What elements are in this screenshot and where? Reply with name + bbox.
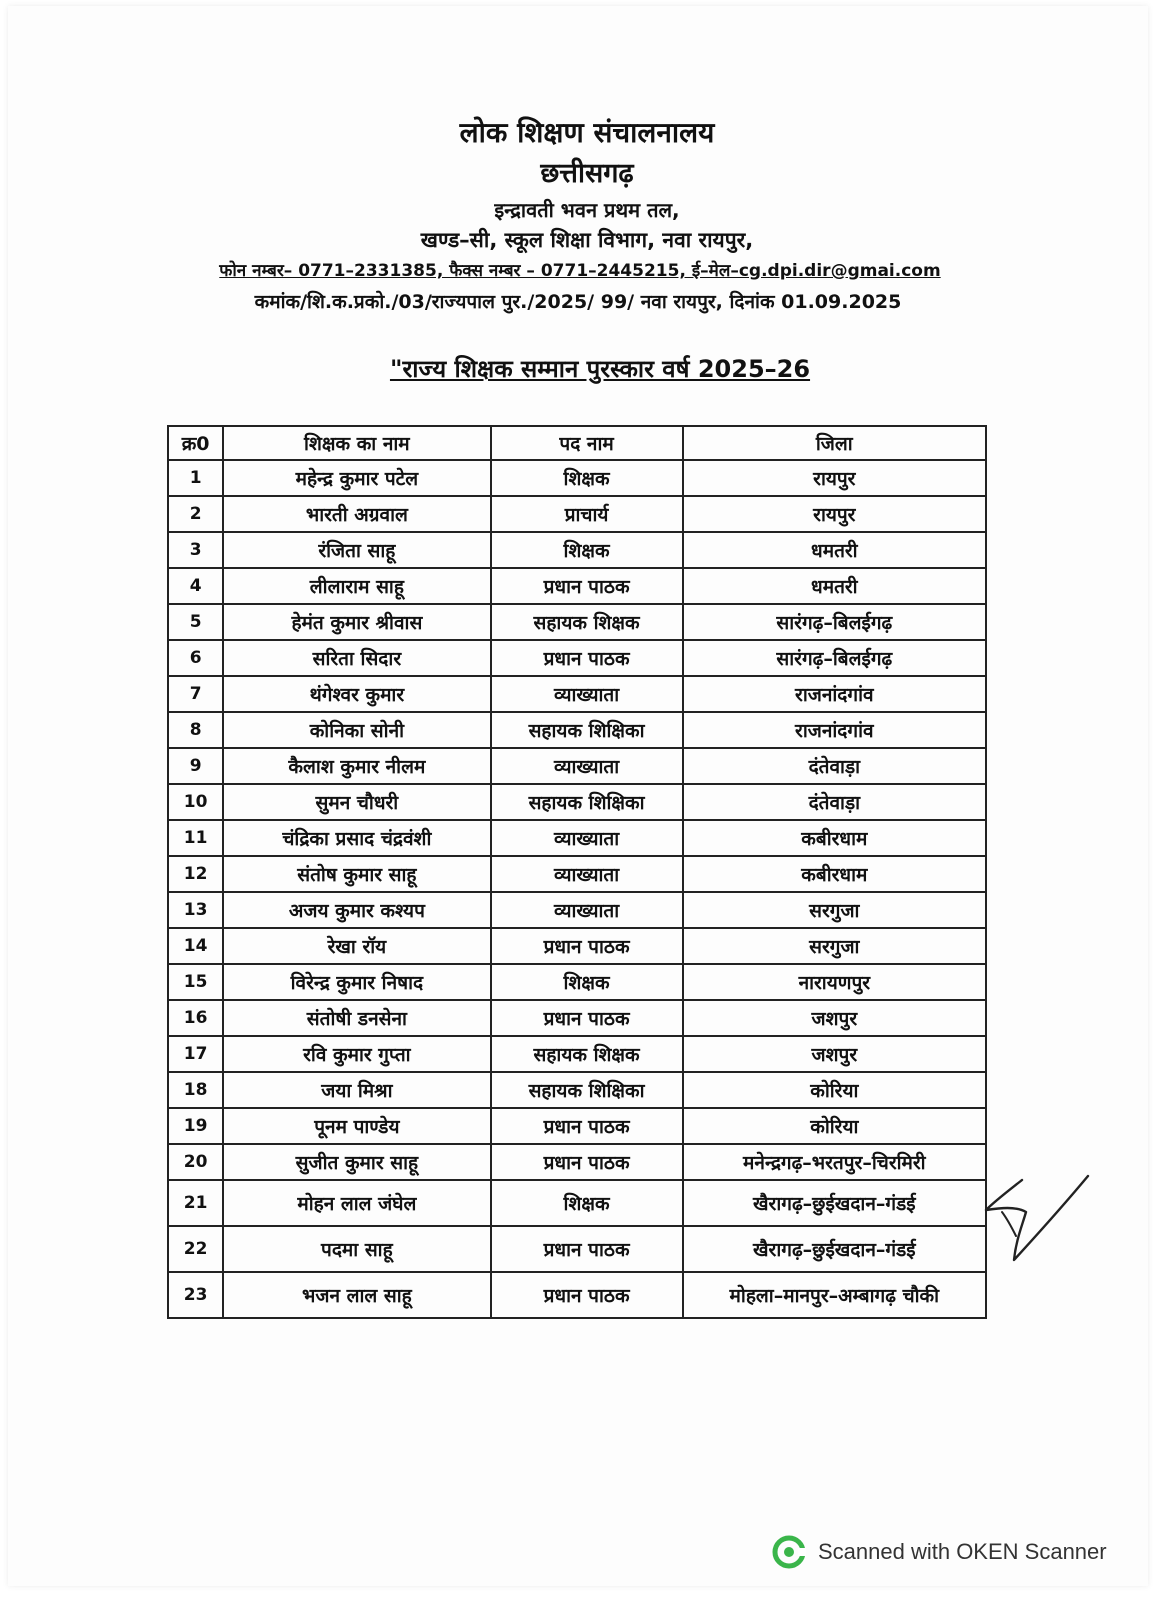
table-row [168,1000,986,1036]
cell-post: प्रधान पाठक [491,928,683,964]
table-body [168,460,986,1318]
scanner-watermark [772,1533,1107,1571]
cell-post: शिक्षक [491,460,683,496]
table-row [168,1072,986,1108]
cell-post: सहायक शिक्षिका [491,1072,683,1108]
cell-serial: 7 [168,676,223,712]
cell-serial: 22 [168,1226,223,1272]
cell-teacher-name: भारती अग्रवाल [223,496,490,532]
table-row [168,496,986,532]
cell-district: रायपुर [683,496,986,532]
cell-teacher-name: रेखा रॉय [223,928,490,964]
table-row [168,640,986,676]
table-row [168,748,986,784]
cell-teacher-name: भजन लाल साहू [223,1272,490,1318]
table-header-row [168,426,986,460]
cell-serial: 2 [168,496,223,532]
cell-teacher-name: महेन्द्र कुमार पटेल [223,460,490,496]
cell-serial: 10 [168,784,223,820]
cell-district: राजनांदगांव [683,712,986,748]
cell-serial: 23 [168,1272,223,1318]
table-row [168,568,986,604]
cell-district: राजनांदगांव [683,676,986,712]
cell-district: सरगुजा [683,928,986,964]
cell-district: खैरागढ़–छुईखदान–गंडई [683,1226,986,1272]
table-row [168,820,986,856]
cell-serial: 4 [168,568,223,604]
cell-district: मोहला–मानपुर–अम्बागढ़ चौकी [683,1272,986,1318]
cell-serial: 6 [168,640,223,676]
table-row [168,1226,986,1272]
cell-post: प्राचार्य [491,496,683,532]
cell-teacher-name: पदमा साहू [223,1226,490,1272]
cell-teacher-name: संतोषी डनसेना [223,1000,490,1036]
table-row [168,964,986,1000]
cell-serial: 12 [168,856,223,892]
cell-serial: 20 [168,1144,223,1180]
cell-teacher-name: सुजीत कुमार साहू [223,1144,490,1180]
cell-teacher-name: रंजिता साहू [223,532,490,568]
award-title: "राज्य शिक्षक सम्मान पुरस्कार वर्ष 2025–26 [389,355,811,383]
table-row [168,1036,986,1072]
table-row [168,784,986,820]
cell-serial: 19 [168,1108,223,1144]
cell-district: रायपुर [683,460,986,496]
cell-post: प्रधान पाठक [491,1272,683,1318]
cell-post: सहायक शिक्षक [491,604,683,640]
cell-serial: 13 [168,892,223,928]
cell-post: प्रधान पाठक [491,1226,683,1272]
cell-district: धमतरी [683,532,986,568]
table-row [168,460,986,496]
office-title: लोक शिक्षण संचालनालय [459,116,715,149]
cell-teacher-name: मोहन लाल जंघेल [223,1180,490,1226]
cell-serial: 14 [168,928,223,964]
cell-post: शिक्षक [491,1180,683,1226]
cell-district: खैरागढ़–छुईखदान–गंडई [683,1180,986,1226]
cell-serial: 5 [168,604,223,640]
table-row [168,1144,986,1180]
cell-post: प्रधान पाठक [491,1108,683,1144]
table-row [168,604,986,640]
table-row [168,1108,986,1144]
cell-district: कोरिया [683,1072,986,1108]
cell-district: जशपुर [683,1000,986,1036]
table-row [168,1180,986,1226]
cell-teacher-name: जया मिश्रा [223,1072,490,1108]
cell-serial: 18 [168,1072,223,1108]
cell-teacher-name: सरिता सिदार [223,640,490,676]
column-header-serial: क्र0 [168,426,223,460]
cell-teacher-name: लीलाराम साहू [223,568,490,604]
cell-district: मनेन्द्रगढ़–भरतपुर–चिरमिरी [683,1144,986,1180]
table-row [168,928,986,964]
cell-district: कबीरधाम [683,820,986,856]
cell-teacher-name: संतोष कुमार साहू [223,856,490,892]
cell-post: शिक्षक [491,964,683,1000]
cell-post: व्याख्याता [491,892,683,928]
table-row [168,856,986,892]
column-header-post: पद नाम [491,426,683,460]
cell-teacher-name: चंद्रिका प्रसाद चंद्रवंशी [223,820,490,856]
cell-serial: 16 [168,1000,223,1036]
address-line-1: इन्द्रावती भवन प्रथम तल, [494,198,680,222]
cell-teacher-name: रवि कुमार गुप्ता [223,1036,490,1072]
cell-post: व्याख्याता [491,748,683,784]
cell-post: प्रधान पाठक [491,640,683,676]
table-row [168,892,986,928]
cell-serial: 3 [168,532,223,568]
cell-district: जशपुर [683,1036,986,1072]
cell-district: दंतेवाड़ा [683,784,986,820]
handwritten-signature-icon [982,1168,1092,1268]
cell-serial: 17 [168,1036,223,1072]
cell-post: प्रधान पाठक [491,1144,683,1180]
cell-district: सारंगढ़–बिलईगढ़ [683,640,986,676]
cell-teacher-name: हेमंत कुमार श्रीवास [223,604,490,640]
cell-teacher-name: अजय कुमार कश्यप [223,892,490,928]
contact-line: फोन नम्बर– 0771–2331385, फैक्स नम्बर – 0771–2445215, ई–मेल–cg.dpi.dir@gmai.com [219,261,941,281]
awardee-table [167,425,987,1319]
cell-serial: 11 [168,820,223,856]
table-row [168,676,986,712]
cell-post: शिक्षक [491,532,683,568]
cell-teacher-name: कोनिका सोनी [223,712,490,748]
address-line-2: खण्ड–सी, स्कूल शिक्षा विभाग, नवा रायपुर, [420,228,754,252]
cell-district: कोरिया [683,1108,986,1144]
cell-post: व्याख्याता [491,676,683,712]
column-header-district: जिला [683,426,986,460]
cell-district: धमतरी [683,568,986,604]
cell-serial: 8 [168,712,223,748]
cell-post: व्याख्याता [491,856,683,892]
cell-district: सरगुजा [683,892,986,928]
oken-scanner-logo-icon [772,1535,806,1569]
cell-district: दंतेवाड़ा [683,748,986,784]
cell-post: प्रधान पाठक [491,568,683,604]
cell-serial: 9 [168,748,223,784]
cell-post: प्रधान पाठक [491,1000,683,1036]
cell-teacher-name: सुमन चौधरी [223,784,490,820]
cell-serial: 15 [168,964,223,1000]
cell-district: कबीरधाम [683,856,986,892]
table-row [168,712,986,748]
cell-post: सहायक शिक्षक [491,1036,683,1072]
scanner-watermark-text: Scanned with OKEN Scanner [818,1539,1107,1564]
cell-teacher-name: कैलाश कुमार नीलम [223,748,490,784]
cell-teacher-name: थंगेश्वर कुमार [223,676,490,712]
state-name: छत्तीसगढ़ [540,158,634,189]
cell-post: सहायक शिक्षिका [491,784,683,820]
cell-serial: 21 [168,1180,223,1226]
cell-district: सारंगढ़–बिलईगढ़ [683,604,986,640]
cell-teacher-name: विरेन्द्र कुमार निषाद [223,964,490,1000]
cell-post: व्याख्याता [491,820,683,856]
reference-line: कमांक/शि.क.प्रको./03/राज्यपाल पुर./2025/ 99/ नवा रायपुर, दिनांक 01.09.2025 [254,291,902,313]
cell-district: नारायणपुर [683,964,986,1000]
cell-teacher-name: पूनम पाण्डेय [223,1108,490,1144]
cell-serial: 1 [168,460,223,496]
column-header-name: शिक्षक का नाम [223,426,490,460]
table-row [168,532,986,568]
cell-post: सहायक शिक्षिका [491,712,683,748]
table-row [168,1272,986,1318]
